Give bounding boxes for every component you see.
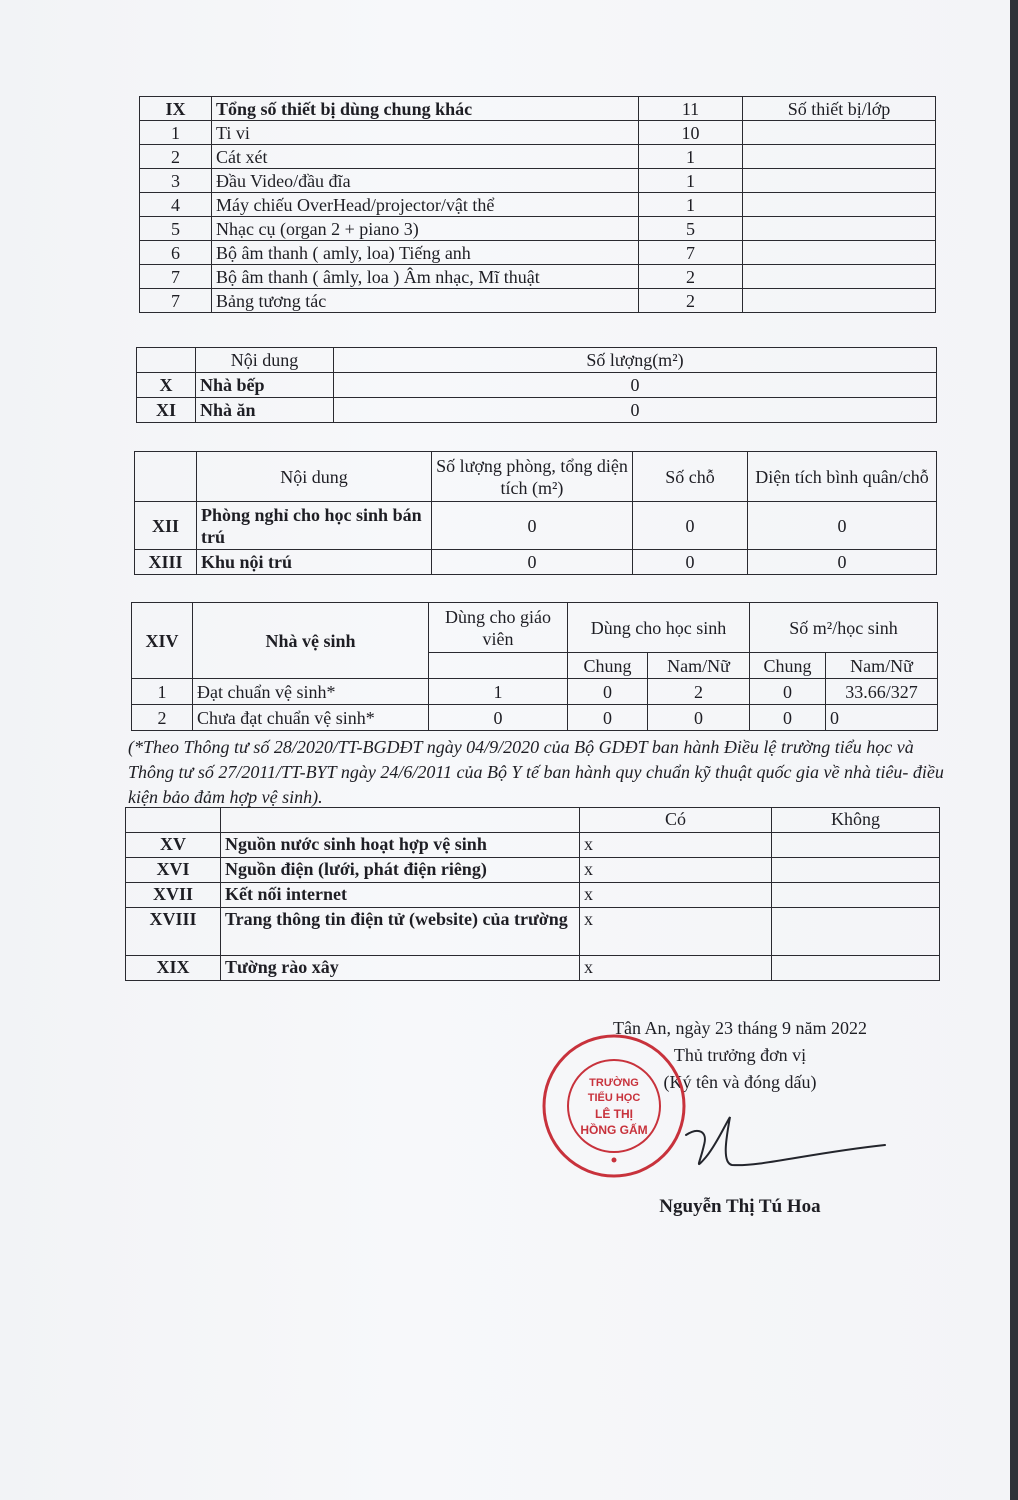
- table-row: [140, 241, 936, 265]
- boarding-table: [134, 451, 937, 575]
- row-yes: x: [580, 833, 772, 858]
- toilet-subheader-blank: [429, 653, 568, 679]
- signer-role: Thủ trưởng đơn vị: [673, 1045, 807, 1065]
- facilities-header-row: [126, 808, 940, 833]
- row-label: Bộ âm thanh ( amly, loa) Tiếng anh: [212, 241, 639, 265]
- row-no: [772, 956, 940, 981]
- kitchen-header-content: Nội dung: [196, 348, 334, 373]
- row-note: [743, 289, 936, 313]
- place-date: Tân An, ngày 23 tháng 9 năm 2022: [613, 1018, 867, 1038]
- table-row: [140, 265, 936, 289]
- table-row: [126, 858, 940, 883]
- row-student-gender: 2: [648, 679, 750, 705]
- row-rooms: 0: [432, 550, 633, 575]
- footnote: (*Theo Thông tư số 28/2020/TT-BGDĐT ngày 04/9/2020 của Bộ GDĐT ban hành Điều lệ trường tiểu học và Thông tư số 27/2011/TT-BYT ngày 24/6/2011 của Bộ Y tế ban hành quy chuẩn kỹ thuật quốc gia về nhà tiêu- điều kiện bảo đảm hợp vệ sinh).: [128, 737, 944, 807]
- table-row: [126, 833, 940, 858]
- facilities-header-label: [221, 808, 580, 833]
- table-row: [126, 908, 940, 956]
- table-row: [137, 373, 937, 398]
- row-label: Ti vi: [212, 121, 639, 145]
- row-m2-gender: 33.66/327: [826, 679, 938, 705]
- row-count: 1: [639, 169, 743, 193]
- school-stamp: [540, 1032, 688, 1180]
- row-yes: x: [580, 956, 772, 981]
- boarding-header-seats: Số chỗ: [633, 452, 748, 502]
- stamp-line-4: HỒNG GẤM: [580, 1123, 648, 1137]
- boarding-header-content: Nội dung: [197, 452, 432, 502]
- facilities-table: [125, 807, 940, 981]
- row-label: Tường rào xây: [221, 956, 580, 981]
- row-value: 0: [334, 373, 937, 398]
- toilet-header-per-student: Số m²/học sinh: [750, 603, 938, 653]
- row-code: XVII: [126, 883, 221, 908]
- row-code: 3: [140, 169, 212, 193]
- toilet-header-title: Nhà vệ sinh: [193, 603, 429, 679]
- handwritten-signature: [680, 1105, 890, 1180]
- stamp-inner-ring: [568, 1060, 660, 1152]
- table-row: [140, 289, 936, 313]
- equipment-header-label: Tổng số thiết bị dùng chung khác: [212, 97, 639, 121]
- row-code: 6: [140, 241, 212, 265]
- row-note: [743, 145, 936, 169]
- row-label: Phòng nghỉ cho học sinh bán trú: [197, 502, 432, 550]
- row-code: XVIII: [126, 908, 221, 956]
- row-student-gender: 0: [648, 705, 750, 731]
- row-yes: x: [580, 908, 772, 956]
- equipment-header-row: [140, 97, 936, 121]
- row-teacher: 0: [429, 705, 568, 731]
- row-note: [743, 265, 936, 289]
- toilet-header-code: XIV: [132, 603, 193, 679]
- toilet-sub-gender: Nam/Nữ: [826, 653, 938, 679]
- row-note: [743, 121, 936, 145]
- facilities-header-no: Không: [772, 808, 940, 833]
- row-label: Nhà bếp: [196, 373, 334, 398]
- row-no: [772, 883, 940, 908]
- row-count: 1: [639, 145, 743, 169]
- row-label: Nguồn nước sinh hoạt hợp vệ sinh: [221, 833, 580, 858]
- row-code: XI: [137, 398, 196, 423]
- table-row: [135, 502, 937, 550]
- row-avg: 0: [748, 502, 937, 550]
- row-yes: x: [580, 883, 772, 908]
- stamp-outer-ring: [544, 1036, 684, 1176]
- row-code: XVI: [126, 858, 221, 883]
- signature-stroke: [686, 1117, 885, 1165]
- row-count: 2: [639, 265, 743, 289]
- row-code: 1: [140, 121, 212, 145]
- kitchen-header-code: [137, 348, 196, 373]
- toilet-table: [131, 602, 938, 731]
- facilities-header-code: [126, 808, 221, 833]
- row-code: 2: [132, 705, 193, 731]
- row-code: XIII: [135, 550, 197, 575]
- row-code: 5: [140, 217, 212, 241]
- row-code: 7: [140, 265, 212, 289]
- row-count: 10: [639, 121, 743, 145]
- stamp-seal: [544, 1036, 684, 1176]
- row-count: 7: [639, 241, 743, 265]
- row-m2-common: 0: [750, 679, 826, 705]
- boarding-header-rooms: Số lượng phòng, tổng diện tích (m²): [432, 452, 633, 502]
- row-label: Đạt chuẩn vệ sinh*: [193, 679, 429, 705]
- row-note: [743, 169, 936, 193]
- row-label: Bảng tương tác: [212, 289, 639, 313]
- stamp-line-2: TIỂU HỌC: [587, 1092, 641, 1104]
- row-no: [772, 833, 940, 858]
- row-label: Chưa đạt chuẩn vệ sinh*: [193, 705, 429, 731]
- row-teacher: 1: [429, 679, 568, 705]
- row-note: [743, 241, 936, 265]
- table-row: [126, 883, 940, 908]
- row-no: [772, 858, 940, 883]
- row-code: 1: [132, 679, 193, 705]
- table-row: [126, 956, 940, 981]
- equipment-table: [139, 96, 936, 313]
- row-code: 2: [140, 145, 212, 169]
- signer-name: Nguyễn Thị Tú Hoa: [659, 1196, 821, 1217]
- boarding-header-row: [135, 452, 937, 502]
- row-note: [743, 217, 936, 241]
- row-label: Nhạc cụ (organ 2 + piano 3): [212, 217, 639, 241]
- toilet-header-row: [132, 603, 938, 653]
- table-row: [140, 145, 936, 169]
- stamp-line-1: TRƯỜNG: [589, 1077, 639, 1089]
- equipment-header-count: 11: [639, 97, 743, 121]
- table-row: [132, 679, 938, 705]
- row-count: 1: [639, 193, 743, 217]
- row-seats: 0: [633, 502, 748, 550]
- stamp-star: [612, 1158, 617, 1163]
- row-no: [772, 908, 940, 956]
- equipment-header-note: Số thiết bị/lớp: [743, 97, 936, 121]
- kitchen-header-area: Số lượng(m²): [334, 348, 937, 373]
- row-code: XII: [135, 502, 197, 550]
- table-row: [137, 398, 937, 423]
- row-avg: 0: [748, 550, 937, 575]
- toilet-sub-gender: Nam/Nữ: [648, 653, 750, 679]
- equipment-header-code: IX: [140, 97, 212, 121]
- toilet-header-teacher: Dùng cho giáo viên: [429, 603, 568, 653]
- row-value: 0: [334, 398, 937, 423]
- row-label: Đầu Video/đầu đĩa: [212, 169, 639, 193]
- row-count: 2: [639, 289, 743, 313]
- row-label: Khu nội trú: [197, 550, 432, 575]
- toilet-sub-common: Chung: [568, 653, 648, 679]
- row-student-common: 0: [568, 705, 648, 731]
- facilities-header-yes: Có: [580, 808, 772, 833]
- row-note: [743, 193, 936, 217]
- row-code: 7: [140, 289, 212, 313]
- table-row: [140, 217, 936, 241]
- row-label: Máy chiếu OverHead/projector/vật thể: [212, 193, 639, 217]
- toilet-sub-common: Chung: [750, 653, 826, 679]
- row-code: XV: [126, 833, 221, 858]
- kitchen-table: [136, 347, 937, 423]
- row-code: 4: [140, 193, 212, 217]
- row-label: Nguồn điện (lưới, phát điện riêng): [221, 858, 580, 883]
- row-code: X: [137, 373, 196, 398]
- table-row: [140, 169, 936, 193]
- row-rooms: 0: [432, 502, 633, 550]
- row-student-common: 0: [568, 679, 648, 705]
- row-label: Kết nối internet: [221, 883, 580, 908]
- row-label: Bộ âm thanh ( âmly, loa ) Âm nhạc, Mĩ thuật: [212, 265, 639, 289]
- stamp-line-3: LÊ THỊ: [595, 1107, 633, 1121]
- boarding-header-avg: Diện tích bình quân/chỗ: [748, 452, 937, 502]
- row-yes: x: [580, 858, 772, 883]
- sign-instruction: (Ký tên và đóng dấu): [663, 1072, 817, 1092]
- table-row: [140, 193, 936, 217]
- row-count: 5: [639, 217, 743, 241]
- row-label: Cát xét: [212, 145, 639, 169]
- row-seats: 0: [633, 550, 748, 575]
- row-code: XIX: [126, 956, 221, 981]
- table-row: [140, 121, 936, 145]
- row-m2-common: 0: [750, 705, 826, 731]
- table-row: [132, 705, 938, 731]
- kitchen-header-row: [137, 348, 937, 373]
- row-label: Trang thông tin điện tử (website) của trường: [221, 908, 580, 956]
- boarding-header-code: [135, 452, 197, 502]
- table-row: [135, 550, 937, 575]
- row-m2-gender: 0: [826, 705, 938, 731]
- toilet-header-student: Dùng cho học sinh: [568, 603, 750, 653]
- row-label: Nhà ăn: [196, 398, 334, 423]
